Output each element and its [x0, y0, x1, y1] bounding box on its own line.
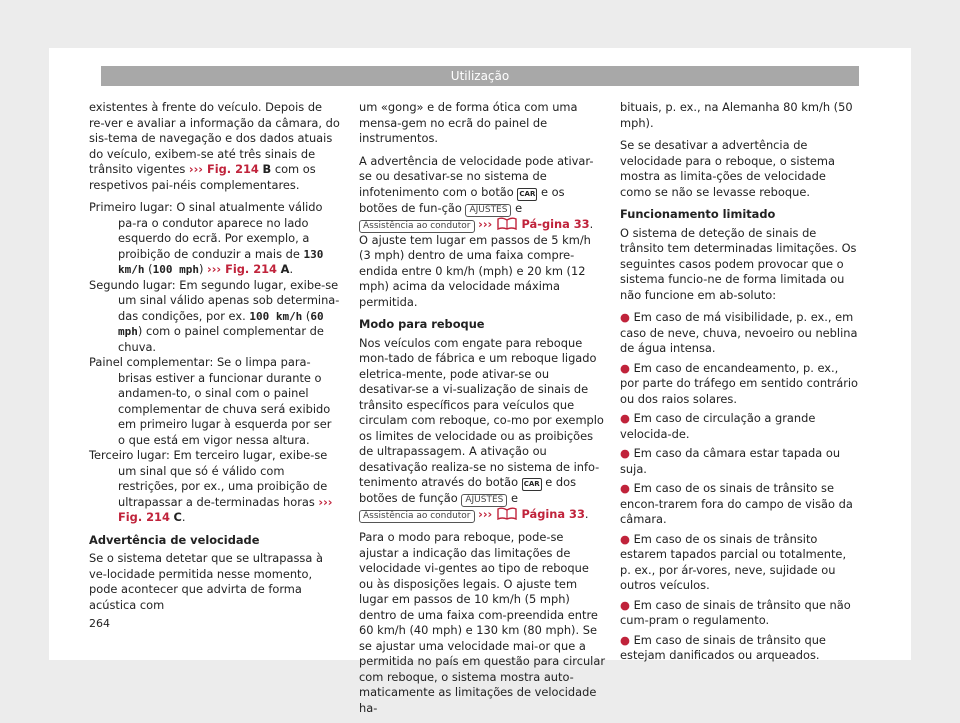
definition-first: Primeiro lugar: O sinal atualmente válido pa-ra o condutor aparece no lado esquerdo do ecrã. Por exemplo, a proibição de conduzir a mais de 130 km/h (100 mph) ››› Fig. 214 A. [89, 200, 324, 276]
definition-complementary: Painel complementar: Se o limpa para-brisas estiver a funcionar durante o andamen-to, o sinal com o painel complementar de chuva será exibido em primeiro lugar à esquerda por ser o que está em vigor nessa altura. [89, 355, 332, 447]
heading-speed-warning: Advertência de velocidade [89, 532, 260, 547]
bullet-icon: ● [620, 597, 634, 612]
bullet-icon: ● [620, 632, 634, 647]
car-button-icon: CAR [522, 478, 542, 491]
limitations-paragraph: O sistema de deteção de sinais de trânsito tem determinadas limitações. Os seguintes casos podem provocar que o sistema funcio-ne de forma limitada ou não funcione em ab-soluto: [620, 225, 857, 302]
page-reference[interactable]: Pá-gina 33 [521, 216, 590, 231]
bullet-icon: ● [620, 446, 634, 460]
disable-warning-paragraph: Se se desativar a advertência de velocidade para o reboque, o sistema mostra as limita-ções de velocidade como se não se levasse reboque. [620, 138, 835, 199]
book-reference-icon [496, 217, 518, 230]
bullet-icon: ● [620, 360, 634, 375]
assist-key: Assistência ao condutor [359, 510, 475, 523]
column-2 [359, 100, 605, 723]
bullet-icon: ● [620, 411, 634, 425]
gong-paragraph: um «gong» e de forma ótica com uma mensa-gem no ecrã do painel de instrumentos. [359, 100, 578, 145]
tow-adjust-paragraph: Para o modo para reboque, pode-se ajustar a indicação das limitações de velocidade vi-gentes ao tipo de reboque ou às disposições legais. O ajuste tem lugar em passos de 10 km/h (5 mph) dentro de uma faixa com-preendida entre 60 km/h (40 mph) e 130 km (80 mph). Se se ajustar uma velocidade mai-or que a permitida no país em questão para circular com reboque, o sistema mostra auto-maticamente as limitações de velocidade ha- [359, 530, 605, 715]
list-item: ● Em caso de encandeamento, p. ex., por parte do tráfego em sentido contrário ou dos raios solares. [620, 360, 859, 406]
tow-paragraph: Nos veículos com engate para reboque mon-tado de fábrica e um reboque ligado eletrica-mente, pode ativar-se ou desativar-se a vi-sualização de sinais de trânsito específicos para veículos que circulam com reboque, co-mo por exemplo os limites de velocidade ou as proibições de ultrapassagem. A ativação ou desativação realiza-se no sistema de info-tenimento através do botão CAR e dos botões de função AJUSTES e Assistência ao condutor ››› Página 33. [359, 335, 604, 521]
heading-limited-operation: Funcionamento limitado [620, 207, 776, 221]
definition-third: Terceiro lugar: Em terceiro lugar, exibe-se um sinal que só é válido com restrições, por ex., uma proibição de ultrapassar a de-terminadas horas ››› Fig. 214 C. [89, 448, 333, 524]
speed-setting-paragraph: A advertência de velocidade pode ativar-se ou desativar-se no sistema de infotenimento com o botão CAR e os botões de fun-ção AJUSTES e Assistência ao condutor ››› Pá-gina 33. O ajuste tem lugar em passos de 5 km/h (3 mph) dentro de uma faixa compre-endida entre 0 km/h (mph) e 20 km (12 mph) acima da velocidade máxima permitida. [359, 153, 594, 309]
column-1 [89, 100, 341, 620]
figure-reference[interactable]: ››› Fig. 214 [207, 262, 277, 276]
usual-limits-paragraph: bituais, p. ex., na Alemanha 80 km/h (50 mph). [620, 100, 853, 130]
speed-warning-paragraph: Se o sistema detetar que se ultrapassa à ve-locidade permitida nesse momento, pode acontecer que advirta de forma acústica com [89, 551, 323, 612]
bullet-icon: ● [620, 481, 634, 495]
column-3 [620, 100, 860, 668]
list-item: ● Em caso de os sinais de trânsito se encon-trarem fora do campo de visão da câmara. [620, 481, 853, 526]
list-item: ● Em caso da câmara estar tapada ou suja. [620, 446, 841, 476]
figure-reference[interactable]: ››› Fig. 214 [118, 494, 333, 524]
ajustes-key: AJUSTES [465, 204, 511, 217]
assist-key: Assistência ao condutor [359, 220, 475, 233]
ajustes-key: AJUSTES [461, 494, 507, 507]
book-reference-icon [496, 507, 518, 520]
bullet-icon: ● [620, 531, 634, 546]
section-header: Utilização [101, 66, 859, 86]
figure-reference[interactable]: ››› Fig. 214 [188, 162, 259, 176]
limitations-list [620, 310, 860, 664]
list-item: ● Em caso de sinais de trânsito que estejam danificados ou arqueados. [620, 632, 826, 662]
heading-tow-mode: Modo para reboque [359, 317, 485, 331]
list-item: ● Em caso de má visibilidade, p. ex., em caso de neve, chuva, nevoeiro ou neblina de água intensa. [620, 310, 858, 355]
page-number: 264 [89, 617, 110, 630]
page-reference[interactable]: Página 33 [521, 507, 585, 521]
list-item: ● Em caso de circulação a grande velocida-de. [620, 411, 816, 441]
intro-paragraph: existentes à frente do veículo. Depois de re-ver e avaliar a informação da câmara, do sis-tema de navegação e dos dados atuais do veículo, exibem-se até três sinais de trânsito vigentes ››› Fig. 214 B com os respetivos pai-néis complementares. [89, 100, 340, 192]
car-button-icon: CAR [517, 188, 537, 201]
bullet-icon: ● [620, 310, 634, 324]
list-item: ● Em caso de os sinais de trânsito estarem tapados parcial ou totalmente, p. ex., por ár-vores, neve, sujidade ou outros veículos. [620, 531, 847, 592]
list-item: ● Em caso de sinais de trânsito que não cum-pram o regulamento. [620, 597, 851, 627]
definition-second: Segundo lugar: Em segundo lugar, exibe-se um sinal válido apenas sob determina-das condições, por ex. 100 km/h (60 mph) com o painel complementar de chuva. [89, 277, 340, 354]
